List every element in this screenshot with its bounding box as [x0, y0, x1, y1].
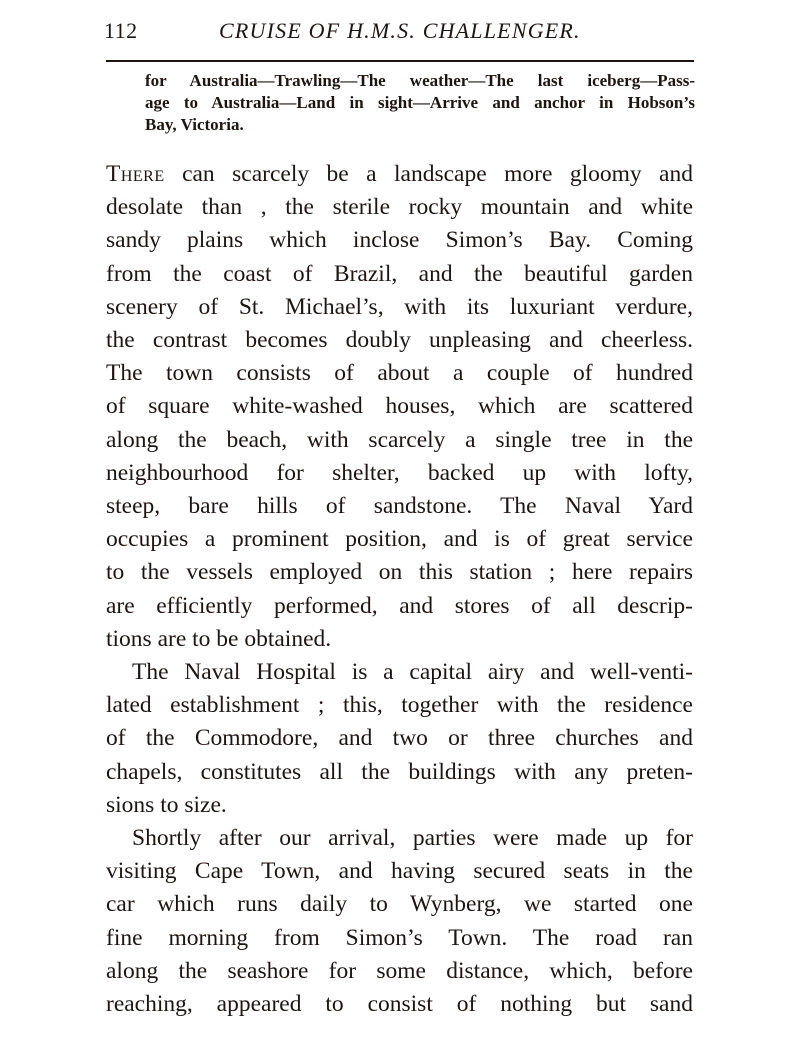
text-line: of square white-washed houses, which are scattered	[106, 393, 693, 420]
text-line: of the Commodore, and two or three churches and	[106, 725, 693, 752]
body-text	[106, 158, 693, 1021]
text-line: the contrast becomes doubly unpleasing and cheerless.	[106, 327, 693, 354]
text-line: are efficiently performed, and stores of all descrip-	[106, 592, 693, 619]
text-line: visiting Cape Town, and having secured seats in the	[106, 858, 693, 885]
summary-line: Bay, Victoria.	[145, 115, 244, 134]
text-line: neighbourhood for shelter, backed up with lofty,	[106, 459, 693, 486]
text-line-rest: can scarcely be a landscape more gloomy and	[164, 161, 693, 187]
text-line: Shortly after our arrival, parties were made up for	[132, 825, 693, 852]
paragraph	[106, 158, 693, 656]
text-line: from the coast of Brazil, and the beautiful garden	[106, 260, 693, 287]
text-line: tions are to be obtained.	[106, 625, 332, 652]
text-line: occupies a prominent position, and is of great service	[106, 526, 693, 553]
text-line: along the beach, with scarcely a single tree in the	[106, 426, 693, 453]
chapter-summary	[145, 70, 695, 136]
summary-line: age to Australia—Land in sight—Arrive and anchor in Hobson’s	[145, 93, 695, 112]
text-line: desolate than , the sterile rocky mountain and white	[106, 194, 693, 221]
text-line: steep, bare hills of sandstone. The Naval Yard	[106, 493, 693, 520]
paragraph	[106, 656, 693, 822]
text-line: reaching, appeared to consist of nothing but sand	[106, 991, 693, 1018]
text-line: along the seashore for some distance, which, before	[106, 957, 693, 984]
text-line: scenery of St. Michael’s, with its luxuriant verdure,	[106, 293, 693, 320]
running-title: CRUISE OF H.M.S. CHALLENGER.	[219, 18, 581, 43]
opening-word: There	[106, 161, 165, 187]
text-line: lated establishment ; this, together with the residence	[106, 692, 693, 719]
text-line: The town consists of about a couple of hundred	[106, 360, 693, 387]
text-line: The Naval Hospital is a capital airy and well-venti-	[132, 659, 693, 686]
paragraph	[106, 822, 693, 1021]
page-number: 112	[104, 18, 138, 43]
text-line: to the vessels employed on this station ; here repairs	[106, 559, 693, 586]
text-line: chapels, constitutes all the buildings with any preten-	[106, 758, 693, 785]
running-head	[104, 18, 696, 48]
text-line: sions to size.	[106, 791, 227, 818]
text-line: sandy plains which inclose Simon’s Bay. Coming	[106, 227, 693, 254]
text-line: car which runs daily to Wynberg, we started one	[106, 891, 693, 918]
text-line: fine morning from Simon’s Town. The road ran	[106, 924, 693, 951]
summary-line: for Australia—Trawling—The weather—The last iceberg—Pass-	[145, 71, 695, 90]
header-rule	[106, 60, 694, 62]
text-line	[106, 158, 693, 191]
